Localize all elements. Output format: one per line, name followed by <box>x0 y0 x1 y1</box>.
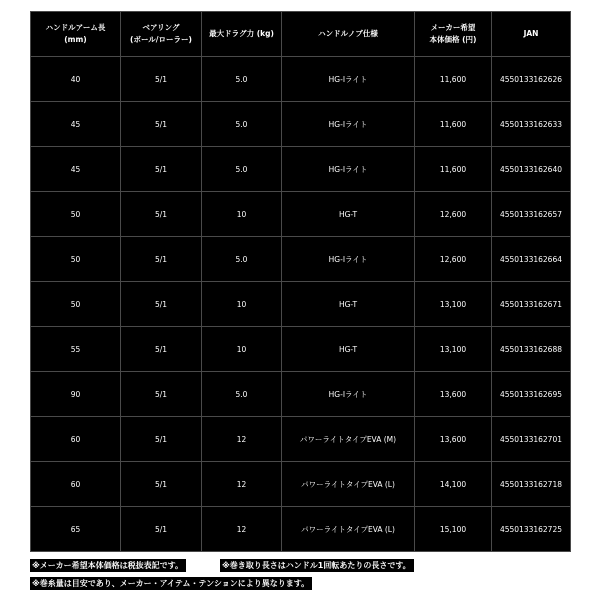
max-drag-cell: 10 <box>202 327 282 372</box>
line-capacity-note: ※巻糸量は目安であり、メーカー・アイテム・テンションにより異なります。 <box>30 577 312 590</box>
arm-length-cell: 65 <box>31 507 121 552</box>
notes-row <box>30 559 570 572</box>
jan-cell: 4550133162664 <box>492 237 571 282</box>
table-row <box>31 507 571 552</box>
header-handle-arm-length <box>31 12 121 57</box>
handle-knob-cell: HG-Iライト <box>282 147 415 192</box>
header-label: JAN <box>523 29 539 38</box>
price-cell: 14,100 <box>415 462 492 507</box>
price-cell: 11,600 <box>415 57 492 102</box>
jan-cell: 4550133162688 <box>492 327 571 372</box>
bearing-cell: 5/1 <box>121 192 202 237</box>
arm-length-cell: 60 <box>31 417 121 462</box>
max-drag-cell: 5.0 <box>202 372 282 417</box>
handle-knob-cell: パワーライトタイプEVA (M) <box>282 417 415 462</box>
price-cell: 13,600 <box>415 417 492 462</box>
arm-length-cell: 45 <box>31 147 121 192</box>
arm-length-cell: 55 <box>31 327 121 372</box>
price-cell: 11,600 <box>415 147 492 192</box>
bearing-cell: 5/1 <box>121 462 202 507</box>
handle-knob-cell: HG-Iライト <box>282 57 415 102</box>
bearing-cell: 5/1 <box>121 57 202 102</box>
max-drag-cell: 10 <box>202 192 282 237</box>
price-cell: 12,600 <box>415 237 492 282</box>
table-body <box>31 57 571 552</box>
jan-cell: 4550133162695 <box>492 372 571 417</box>
table-row <box>31 102 571 147</box>
price-cell: 15,100 <box>415 507 492 552</box>
header-jan <box>492 12 571 57</box>
notes <box>30 559 570 595</box>
table-row <box>31 282 571 327</box>
max-drag-cell: 5.0 <box>202 147 282 192</box>
table-row <box>31 372 571 417</box>
jan-cell: 4550133162725 <box>492 507 571 552</box>
price-cell: 13,100 <box>415 327 492 372</box>
handle-knob-cell: HG-T <box>282 192 415 237</box>
max-drag-cell: 12 <box>202 462 282 507</box>
price-cell: 12,600 <box>415 192 492 237</box>
price-cell: 13,600 <box>415 372 492 417</box>
header-max-drag <box>202 12 282 57</box>
table-row <box>31 57 571 102</box>
bearing-cell: 5/1 <box>121 417 202 462</box>
table-row <box>31 147 571 192</box>
max-drag-cell: 12 <box>202 507 282 552</box>
arm-length-cell: 45 <box>31 102 121 147</box>
header-handle-knob <box>282 12 415 57</box>
max-drag-cell: 10 <box>202 282 282 327</box>
jan-cell: 4550133162626 <box>492 57 571 102</box>
header-label: ハンドルアーム長 <box>45 23 106 32</box>
max-drag-cell: 5.0 <box>202 237 282 282</box>
spec-table <box>30 11 571 552</box>
bearing-cell: 5/1 <box>121 102 202 147</box>
jan-cell: 4550133162671 <box>492 282 571 327</box>
header-label: メーカー希望 <box>430 23 476 32</box>
header-price <box>415 12 492 57</box>
price-cell: 13,100 <box>415 282 492 327</box>
bearing-cell: 5/1 <box>121 237 202 282</box>
handle-knob-cell: パワーライトタイプEVA (L) <box>282 507 415 552</box>
arm-length-cell: 50 <box>31 192 121 237</box>
max-drag-cell: 5.0 <box>202 102 282 147</box>
table-row <box>31 192 571 237</box>
bearing-cell: 5/1 <box>121 282 202 327</box>
table-row <box>31 237 571 282</box>
table-row <box>31 327 571 372</box>
handle-knob-cell: HG-T <box>282 327 415 372</box>
jan-cell: 4550133162640 <box>492 147 571 192</box>
handle-knob-cell: HG-Iライト <box>282 372 415 417</box>
header-label: ハンドルノブ仕様 <box>318 29 378 38</box>
handle-knob-cell: HG-Iライト <box>282 237 415 282</box>
jan-cell: 4550133162701 <box>492 417 571 462</box>
bearing-cell: 5/1 <box>121 327 202 372</box>
header-bearing <box>121 12 202 57</box>
jan-cell: 4550133162657 <box>492 192 571 237</box>
notes-row <box>30 577 570 590</box>
handle-knob-cell: パワーライトタイプEVA (L) <box>282 462 415 507</box>
winding-length-note: ※巻き取り長さはハンドル1回転あたりの長さです。 <box>220 559 414 572</box>
bearing-cell: 5/1 <box>121 507 202 552</box>
price-note: ※メーカー希望本体価格は税抜表記です。 <box>30 559 186 572</box>
arm-length-cell: 50 <box>31 282 121 327</box>
bearing-cell: 5/1 <box>121 147 202 192</box>
bearing-cell: 5/1 <box>121 372 202 417</box>
arm-length-cell: 40 <box>31 57 121 102</box>
price-cell: 11,600 <box>415 102 492 147</box>
jan-cell: 4550133162718 <box>492 462 571 507</box>
header-unit: 本体価格 (円) <box>429 35 477 44</box>
max-drag-cell: 12 <box>202 417 282 462</box>
handle-knob-cell: HG-T <box>282 282 415 327</box>
handle-knob-cell: HG-Iライト <box>282 102 415 147</box>
arm-length-cell: 90 <box>31 372 121 417</box>
arm-length-cell: 50 <box>31 237 121 282</box>
arm-length-cell: 60 <box>31 462 121 507</box>
header-unit: (mm) <box>64 35 87 44</box>
jan-cell: 4550133162633 <box>492 102 571 147</box>
table-header-row <box>31 12 571 57</box>
table-row <box>31 417 571 462</box>
header-label: 最大ドラグ力 (kg) <box>209 29 274 38</box>
table-row <box>31 462 571 507</box>
header-label: ベアリング <box>142 23 180 32</box>
max-drag-cell: 5.0 <box>202 57 282 102</box>
header-unit: (ボール/ローラー) <box>130 35 192 44</box>
